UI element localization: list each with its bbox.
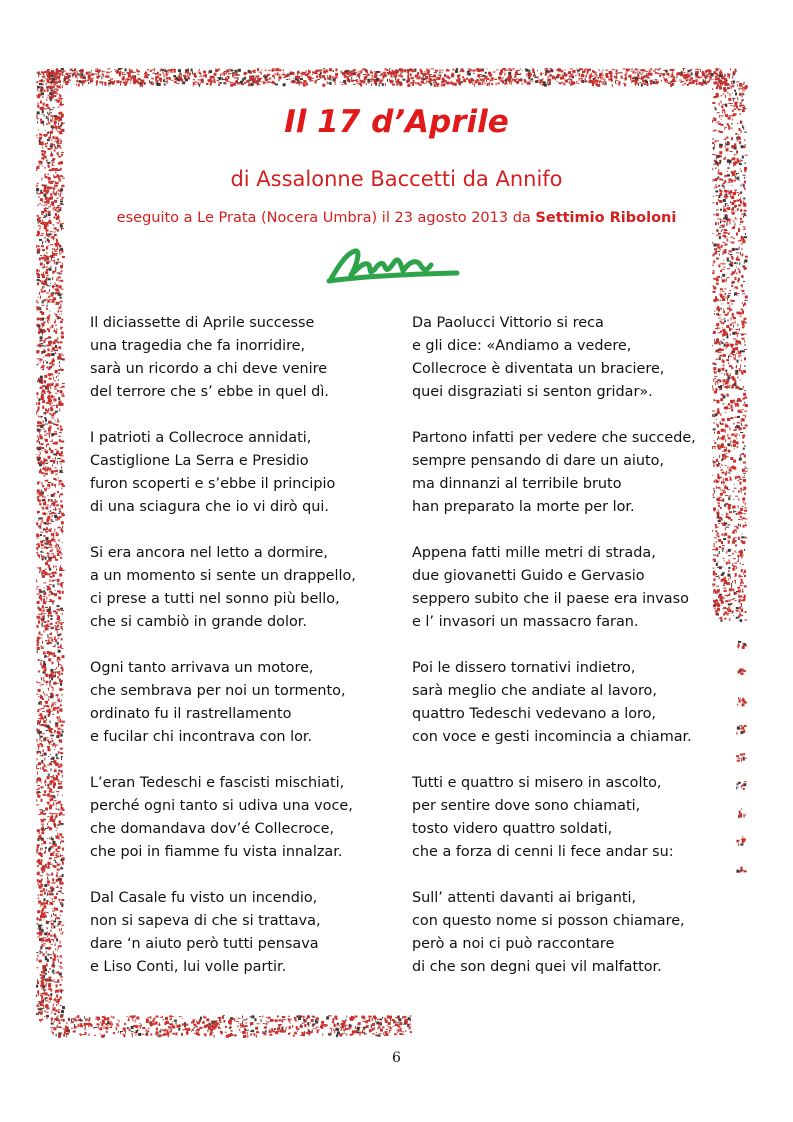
stanza [412,427,722,519]
verse-line: Partono infatti per vedere che succede, [412,430,696,446]
signature-icon [325,243,460,285]
stanza [412,542,722,634]
performance-text: eseguito a Le Prata (Nocera Umbra) il 23 agosto 2013 da [116,210,536,226]
verse-line: del terrore che s’ ebbe in quel dì. [90,384,329,400]
verse-line: due giovanetti Guido e Gervasio [412,568,645,584]
verse-line: perché ogni tanto si udiva una voce, [90,798,353,814]
performer-name: Settimio Riboloni [535,210,677,226]
verse-line: quattro Tedeschi vedevano a loro, [412,706,656,722]
author-line: di Assalonne Baccetti da Annifo [230,167,563,191]
verse-line: dare ‘n aiuto però tutti pensava [90,936,319,952]
verse-line: di una sciagura che io vi dirò qui. [90,499,329,515]
verse-line: che domandava dov’é Collecroce, [90,821,335,837]
verse-line: a un momento si sente un drappello, [90,568,356,584]
verse-line: sarà un ricordo a chi deve venire [90,361,328,377]
verse-line: Ogni tanto arrivava un motore, [90,660,314,676]
stanza [90,427,390,519]
verse-line: Tutti e quattro si misero in ascolto, [412,775,662,791]
verse-line: però a noi ci può raccontare [412,936,615,952]
stanza [90,657,390,749]
verse-line: I patrioti a Collecroce annidati, [90,430,312,446]
verse-line: che si cambiò in grande dolor. [90,614,307,630]
verse-line: Collecroce è diventata un braciere, [412,361,665,377]
verse-line: ci prese a tutti nel sonno più bello, [90,591,340,607]
verse-line: e fucilar chi incontrava con lor. [90,729,313,745]
verse-line: ordinato fu il rastrellamento [90,706,292,722]
verse-line: che a forza di cenni li fece andar su: [412,844,674,860]
verse-line: Da Paolucci Vittorio si reca [412,315,604,331]
verse-line: che sembrava per noi un tormento, [90,683,346,699]
stanza [90,312,390,404]
verse-line: non si sapeva di che si trattava, [90,913,321,929]
verse-line: Dal Casale fu visto un incendio, [90,890,318,906]
verse-line: seppero subito che il paese era invaso [412,591,689,607]
verse-line: Castiglione La Serra e Presidio [90,453,309,469]
verse-line: Sull’ attenti davanti ai briganti, [412,890,637,906]
verse-line: Appena fatti mille metri di strada, [412,545,656,561]
verse-line: con voce e gesti incomincia a chiamar. [412,729,692,745]
verse-line: con questo nome si posson chiamare, [412,913,685,929]
verse-line: sarà meglio che andiate al lavoro, [412,683,657,699]
verse-line: tosto videro quattro soldati, [412,821,613,837]
stanza [412,772,722,864]
stanza [90,542,390,634]
verse-line: ma dinnanzi al terribile bruto [412,476,622,492]
stanza [90,887,390,979]
verse-line: e Liso Conti, lui volle partir. [90,959,287,975]
verse-line: Il diciassette di Aprile successe [90,315,315,331]
verse-line: e gli dice: «Andiamo a vedere, [412,338,632,354]
verse-line: L’eran Tedeschi e fascisti mischiati, [90,775,345,791]
verse-line: Poi le dissero tornativi indietro, [412,660,636,676]
verse-line: quei disgraziati si senton gridar». [412,384,653,400]
stanza [412,312,722,404]
page-title: Il 17 d’Aprile [284,104,509,140]
stanza [90,772,390,864]
performance-note [0,210,793,226]
verse-line: per sentire dove sono chiamati, [412,798,641,814]
stanza [412,657,722,749]
stanza [412,887,722,979]
verse-line: di che son degni quei vil malfattor. [412,959,662,975]
verse-line: una tragedia che fa inorridire, [90,338,306,354]
poem-column-right [412,312,722,1002]
verse-line: che poi in fiamme fu vista innalzar. [90,844,343,860]
page-number: 6 [392,1050,401,1066]
verse-line: Si era ancora nel letto a dormire, [90,545,328,561]
verse-line: e l’ invasori un massacro faran. [412,614,639,630]
verse-line: han preparato la morte per lor. [412,499,635,515]
verse-line: furon scoperti e s’ebbe il principio [90,476,336,492]
poem-column-left [90,312,390,1002]
verse-line: sempre pensando di dare un aiuto, [412,453,665,469]
